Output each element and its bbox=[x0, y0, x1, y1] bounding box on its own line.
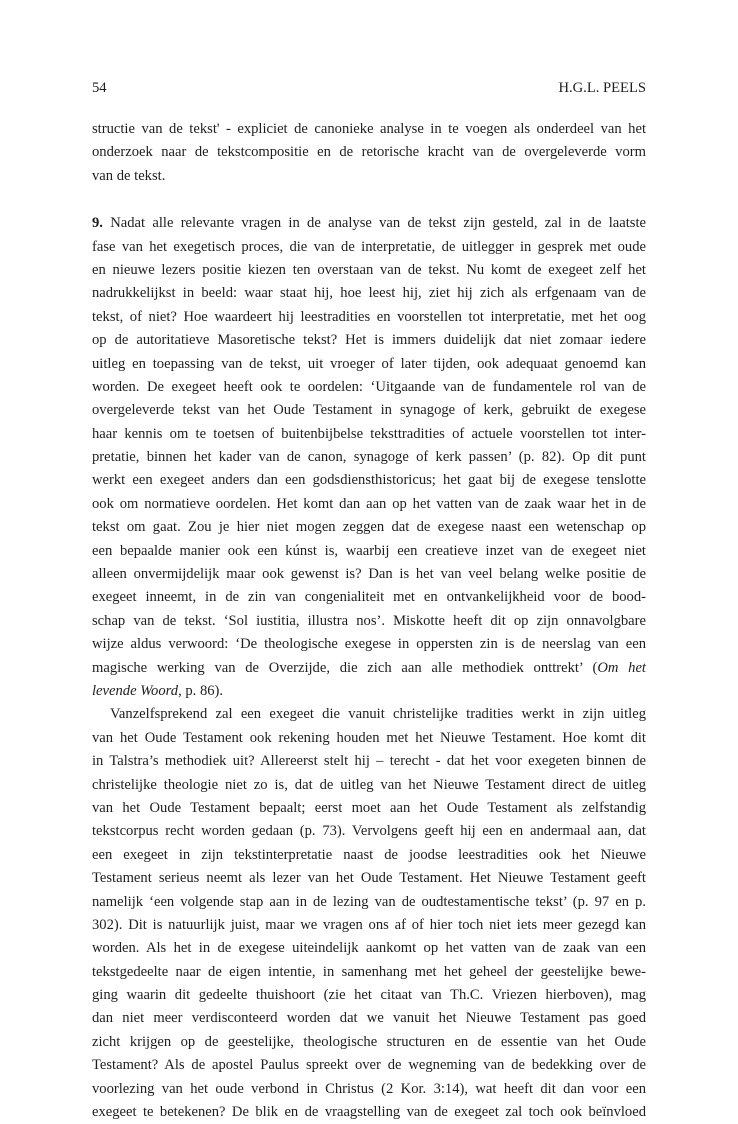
text-line: nadrukkelijkst in beeld: waar staat hij, hoe leest hij, ziet hij zich als erfgenaam van de bbox=[92, 285, 646, 302]
text-line: wijze aldus verwoord: ‘De theologische exegese in oppersten zin is de neerslag van een bbox=[92, 636, 646, 653]
text-line: ging waarin dit gedeelte thuishoort (zie het citaat van Th.C. Vriezen hierboven), mag bbox=[92, 987, 646, 1004]
text-line: dan niet meer verdisconteerd worden dat we vanuit het Nieuwe Testament pas goed bbox=[92, 1010, 646, 1027]
text-line: tekstgedeelte naar de eigen intentie, in samenhang met het geheel der geestelijke bewe- bbox=[92, 963, 646, 980]
cited-title: levende Woord bbox=[92, 682, 179, 699]
paragraph-9 bbox=[92, 212, 646, 703]
text-line: fase van het exegetisch proces, die van de interpretatie, de uitlegger in gesprek met oude bbox=[92, 238, 646, 255]
text-line: van de tekst. bbox=[92, 167, 166, 184]
text-segment: magische werking van de Overzijde, die zich aan alle methodiek onttrekt’ ( bbox=[92, 659, 598, 676]
text-line: structie van de tekst' - expliciet de canonieke analyse in te voegen als onderdeel van het bbox=[92, 121, 646, 137]
text-line: een exegeet in zijn tekstinterpretatie naast de joodse leestradities ook het Nieuwe bbox=[92, 846, 646, 863]
text-line: onderzoek naar de tekstcompositie en de retorische kracht van de overgeleverde vorm bbox=[92, 144, 646, 161]
text-line: in Talstra’s methodiek uit? Allereerst stelt hij – terecht - dat het voor exegeten binnen de bbox=[92, 753, 646, 770]
text-line: tekstcorpus recht worden gedaan (p. 73). Vervolgens geeft hij een en andermaal aan, dat bbox=[92, 823, 646, 840]
text-line: haar kennis om te toetsen of buitenbijbelse teksttradities of actuele voorstellen tot inter- bbox=[92, 425, 646, 442]
text-line: Testament serieus neemt als lezer van het Oude Testament. Het Nieuwe Testament geeft bbox=[92, 870, 646, 887]
text-line: 302). Dit is natuurlijk juist, maar we vragen ons af of hier toch niet iets meer gezegd kan bbox=[92, 916, 646, 933]
text-line: werkt een exegeet anders dan een godsdiensthistoricus; het gaat bij de exegese tenslotte bbox=[92, 472, 646, 489]
text-line: Testament? Als de apostel Paulus spreekt over de wegneming van de bedekking over de bbox=[92, 1057, 646, 1074]
text-line: schap van de tekst. ‘Sol iustitia, illustra nos’. Miskotte heeft dit op zijn onnavolgbare bbox=[92, 612, 646, 629]
text-line: uitleg en toepassing van de tekst, uit vroeger of later tijden, ook adequaat genoemd kan bbox=[92, 355, 646, 372]
running-header bbox=[92, 78, 646, 98]
body-text bbox=[92, 118, 646, 1124]
text-line bbox=[92, 212, 646, 235]
running-head-author: H.G.L. PEELS bbox=[558, 80, 646, 96]
text-line: pretatie, binnen het kader van de canon, synagoge of kerk passen’ (p. 82). Op dit punt bbox=[92, 449, 646, 466]
text-line: van het Oude Testament bepaalt; eerst moet aan het Oude Testament als zelfstandig bbox=[92, 799, 646, 816]
section-first-line: Nadat alle relevante vragen in de analyse van de tekst zijn gesteld, zal in de laatste bbox=[110, 215, 646, 232]
text-line: op de autoritatieve Masoretische tekst? Het is immers duidelijk dat niet zomaar iedere bbox=[92, 332, 646, 349]
text-line: van het Oude Testament ook rekening houden met het Nieuwe Testament. Hoe komt dit bbox=[92, 729, 646, 746]
text-line: Vanzelfsprekend zal een exegeet die vanuit christelijke tradities werkt in zijn uitleg bbox=[110, 706, 646, 723]
text-line: overgeleverde tekst van het Oude Testament in synagoge of kerk, gebruikt de exegese bbox=[92, 402, 646, 419]
citation-page: , p. 86). bbox=[178, 682, 224, 699]
text-line bbox=[92, 657, 646, 680]
text-line: en nieuwe lezers positie kiezen ten overstaan van de tekst. Nu komt de exegeet zelf het bbox=[92, 261, 646, 278]
text-line: namelijk ‘een volgende stap aan in de lezing van de oudtestamentische tekst’ (p. 97 en p. bbox=[92, 893, 646, 910]
text-line: tekst om gaat. Zou je hier niet mogen zeggen dat de exegese naast een wetenschap op bbox=[92, 519, 646, 536]
text-line bbox=[92, 680, 646, 703]
text-line: exegeet te betekenen? De blik en de vraagstelling van de exegeet zal toch ook beïnvloed bbox=[92, 1104, 646, 1121]
cited-title: Om het bbox=[597, 659, 646, 676]
page-number: 54 bbox=[92, 80, 107, 96]
paragraph-3 bbox=[92, 703, 646, 1124]
section-number: 9. bbox=[92, 215, 103, 232]
text-line: worden. Als het in de exegese uiteindelijk aankomt op het vatten van de zaak van een bbox=[92, 940, 646, 957]
text-line: tekst, of niet? Hoe waardeert hij leestradities en voorstellen tot interpretatie, met het oog bbox=[92, 308, 646, 325]
text-line: voorlezing van het oude verbond in Christus (2 Kor. 3:14), wat heeft dit dan voor een bbox=[92, 1080, 646, 1097]
text-line: ook om normatieve oordelen. Het komt dan aan op het vatten van de zaak waar het in de bbox=[92, 495, 646, 512]
text-line: alleen onvermijdelijk maar ook gewenst is? Dan is het van veel belang welke positie de bbox=[92, 566, 646, 583]
text-line: een bepaalde manier ook een kúnst is, waarbij een creatieve inzet van de exegeet niet bbox=[92, 542, 646, 559]
text-line: exegeet inneemt, in de zin van congenialiteit met en ontvankelijkheid voor de bood- bbox=[92, 589, 646, 606]
text-line: zicht krijgen op de geestelijke, theologische structuren en de essentie van het Oude bbox=[92, 1033, 646, 1050]
paragraph-1 bbox=[92, 118, 646, 188]
text-line: worden. De exegeet heeft ook te oordelen: ‘Uitgaande van de fundamentele rol van de bbox=[92, 378, 646, 395]
text-line: christelijke theologie niet zo is, dat de uitleg van het Nieuwe Testament direct de uitleg bbox=[92, 776, 646, 793]
